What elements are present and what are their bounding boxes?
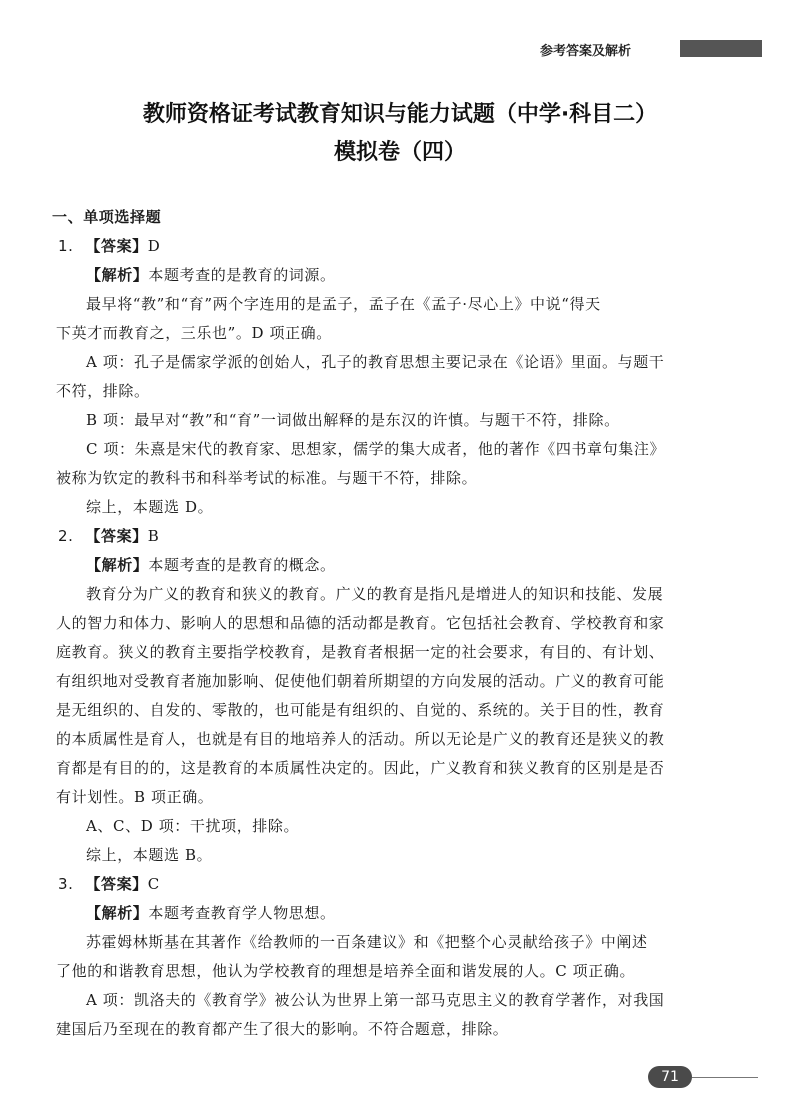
paragraph-line: 教育分为广义的教育和狭义的教育。广义的教育是指凡是增进人的知识和技能、发展 [86, 585, 664, 603]
page-number-rule [692, 1077, 758, 1078]
paragraph-line: A 项：孔子是儒家学派的创始人，孔子的教育思想主要记录在《论语》里面。与题干 [86, 353, 665, 371]
running-header-bar [680, 40, 762, 57]
answer-tag: 【答案】 [85, 527, 148, 545]
paragraph-line: 了他的和谐教育思想，他认为学校教育的理想是培养全面和谐发展的人。C 项正确。 [56, 962, 636, 980]
paragraph-line: 建国后乃至现在的教育都产生了很大的影响。不符合题意，排除。 [56, 1020, 509, 1038]
analysis-tag: 【解析】 [86, 266, 149, 284]
section-heading: 一、单项选择题 [52, 208, 162, 226]
question-3-answer [48, 870, 753, 899]
page-title: 教师资格证考试教育知识与能力试题（中学·科目二） [142, 102, 658, 127]
analysis-tag: 【解析】 [86, 904, 149, 922]
paragraph-line: 有组织地对受教育者施加影响、促使他们朝着所期望的方向发展的活动。广义的教育可能 [56, 672, 665, 690]
answer-value: B [147, 527, 160, 545]
answer-value: C [147, 875, 160, 893]
question-number: 3. [58, 875, 74, 893]
running-header-label: 参考答案及解析 [540, 44, 632, 59]
question-1-answer [48, 232, 753, 261]
answer-tag: 【答案】 [85, 875, 148, 893]
question-number: 2. [58, 527, 74, 545]
paragraph-line: 综上，本题选 D。 [86, 498, 214, 516]
answer-value: D [147, 237, 161, 255]
question-number: 1. [58, 237, 74, 255]
analysis-intro: 本题考查教育学人物思想。 [148, 904, 336, 922]
paragraph-line: A、C、D 项：干扰项，排除。 [86, 817, 300, 835]
paragraph-line: 苏霍姆林斯基在其著作《给教师的一百条建议》和《把整个心灵献给孩子》中阐述 [86, 933, 648, 951]
paragraph-line: 不符，排除。 [56, 382, 150, 400]
paragraph-line: 综上，本题选 B。 [86, 846, 213, 864]
paragraph-line: A 项：凯洛夫的《教育学》被公认为世界上第一部马克思主义的教育学著作，对我国 [86, 991, 665, 1009]
question-3-analysis [48, 899, 753, 928]
paragraph-line: 是无组织的、自发的、零散的，也可能是有组织的、自觉的、系统的。关于目的性，教育 [56, 701, 665, 719]
paragraph-line: 庭教育。狭义的教育主要指学校教育，是教育者根据一定的社会要求，有目的、有计划、 [56, 643, 665, 661]
question-2-answer [48, 522, 753, 551]
paragraph-line: 有计划性。B 项正确。 [56, 788, 214, 806]
question-1-analysis [48, 261, 753, 290]
paragraph-line: 下英才而教育之，三乐也”。D 项正确。 [56, 324, 332, 342]
paragraph-line: 人的智力和体力、影响人的思想和品德的活动都是教育。它包括社会教育、学校教育和家 [56, 614, 665, 632]
paragraph-line: 的本质属性是育人，也就是有目的地培养人的活动。所以无论是广义的教育还是狭义的教 [56, 730, 665, 748]
paragraph-line: C 项：朱熹是宋代的教育家、思想家，儒学的集大成者，他的著作《四书章句集注》 [86, 440, 666, 458]
paragraph-line: B 项：最早对“教”和“育”一词做出解释的是东汉的许慎。与题干不符，排除。 [86, 411, 620, 429]
paragraph-line: 被称为钦定的教科书和科举考试的标准。与题干不符，排除。 [56, 469, 478, 487]
analysis-intro: 本题考查的是教育的概念。 [148, 556, 336, 574]
analysis-tag: 【解析】 [86, 556, 149, 574]
answer-content [48, 203, 753, 1044]
page-subtitle: 模拟卷（四） [333, 140, 466, 165]
paragraph-line: 最早将“教”和“育”两个字连用的是孟子，孟子在《孟子·尽心上》中说“得天 [86, 295, 601, 313]
question-2-analysis [48, 551, 753, 580]
analysis-intro: 本题考查的是教育的词源。 [148, 266, 336, 284]
answer-tag: 【答案】 [85, 237, 148, 255]
paragraph-line: 育都是有目的的，这是教育的本质属性决定的。因此，广义教育和狭义教育的区别是是否 [56, 759, 665, 777]
page-number: 71 [648, 1066, 692, 1088]
